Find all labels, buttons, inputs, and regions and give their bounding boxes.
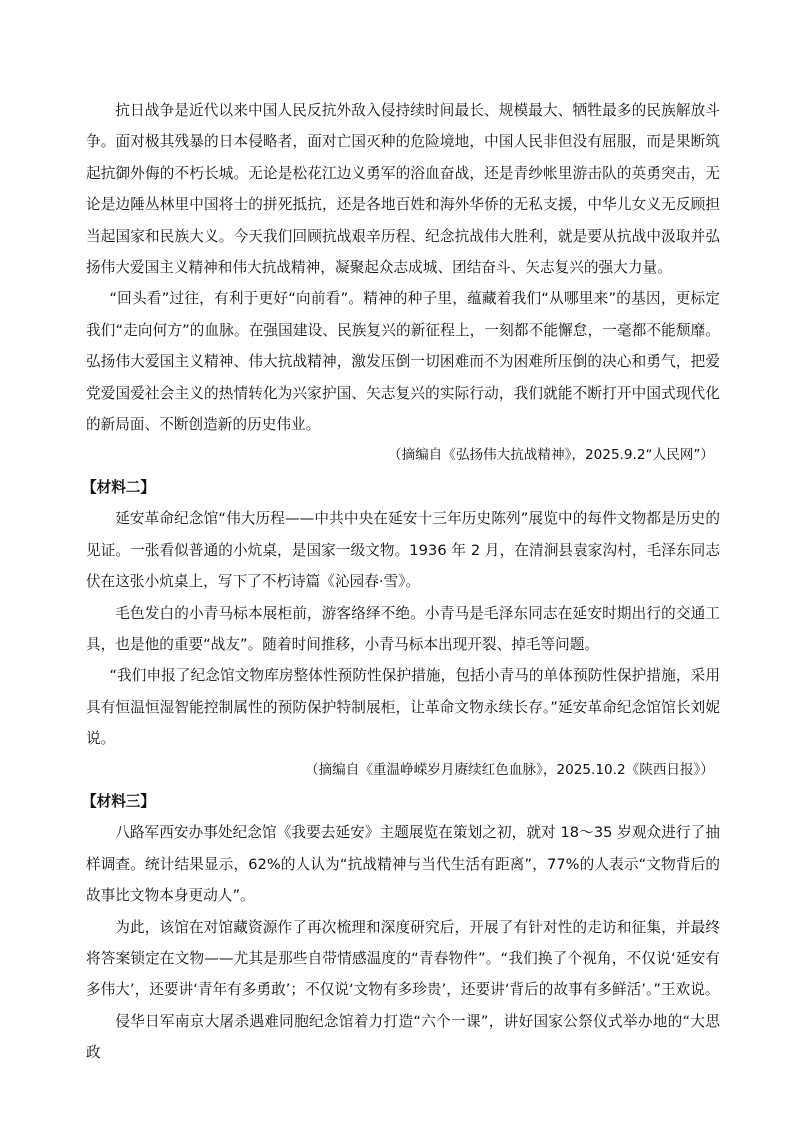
material-three-paragraph-1: 八路军西安办事处纪念馆《我要去延安》主题展览在策划之初，就对 18～35 岁观众进行了抽样调查。统计结果显示，62%的人认为“抗战精神与当代生活有距离”，77%的人表示“文物背后的故事比文物本身更动人”。 <box>86 824 720 905</box>
material-one-paragraph-1: 抗日战争是近代以来中国人民反抗外敌入侵持续时间最长、规模最大、牺牲最多的民族解放斗争。面对极其残暴的日本侵略者，面对亡国灭种的危险境地，中国人民非但没有屈服，而是果断筑起抗御外侮的不朽长城。无论是松花江边义勇军的浴血奋战，还是青纱帐里游击队的英勇突击，无论是边陲丛林里中国将士的拼死抵抗，还是各地百姓和海外华侨的无私支援，中华儿女义无反顾担当起国家和民族大义。今天我们回顾抗战艰辛历程、纪念抗战伟大胜利，就是要从抗战中汲取并弘扬伟大爱国主义精神和伟大抗战精神，凝聚起众志成城、团结奋斗、矢志复兴的强大力量。 <box>86 102 720 277</box>
material-two-source: （摘编自《重温峥嵘岁月赓续红色血脉》，2025.10.2《陕西日报》） <box>304 761 714 778</box>
material-two-paragraph-1: 延安革命纪念馆“伟大历程——中共中央在延安十三年历史陈列”展览中的每件文物都是历史的见证。一张看似普通的小炕桌，是国家一级文物。1936 年 2 月，在清涧县袁家沟村，毛泽东同志伏在这张小炕桌上，写下了不朽诗篇《沁园春·雪》。 <box>86 510 720 591</box>
material-three-paragraph-3: 侵华日军南京大屠杀遇难同胞纪念馆着力打造“六个一课”，讲好国家公祭仪式举办地的“大思政 <box>86 1012 720 1062</box>
material-two-paragraph-3: “我们申报了纪念馆文物库房整体性预防性保护措施，包括小青马的单体预防性保护措施，采用具有恒温恒湿智能控制属性的预防保护特制展柜，让革命文物永续长存。”延安革命纪念馆馆长刘妮说。 <box>86 667 720 748</box>
material-two-paragraph-2: 毛色发白的小青马标本展柜前，游客络绎不绝。小青马是毛泽东同志在延安时期出行的交通工具，也是他的重要“战友”。随着时间推移，小青马标本出现开裂、掉毛等问题。 <box>86 604 720 653</box>
material-three-heading: 【材料三】 <box>82 792 155 810</box>
material-three-paragraph-2: 为此，该馆在对馆藏资源作了再次梳理和深度研究后，开展了有针对性的走访和征集，并最终将答案锁定在文物——尤其是那些自带情感温度的“青春物件”。“我们换了个视角，不仅说‘延安有多伟大’，还要讲‘青年有多勇敢’；不仅说‘文物有多珍贵’，还要讲‘背后的故事有多鲜活’。”王欢说。 <box>86 918 720 999</box>
material-one-source: （摘编自《弘扬伟大抗战精神》，2025.9.2“人民网”） <box>387 447 714 464</box>
document-page <box>82 95 720 1069</box>
material-one-paragraph-2: “回头看”过往，有利于更好“向前看”。精神的种子里，蕴藏着我们“从哪里来”的基因，更标定我们“走向何方”的血脉。在强国建设、民族复兴的新征程上，一刻都不能懈怠，一毫都不能颓靡。弘扬伟大爱国主义精神、伟大抗战精神，激发压倒一切困难而不为困难所压倒的决心和勇气，把爱党爱国爱社会主义的热情转化为兴家护国、矢志复兴的实际行动，我们就能不断打开中国式现代化的新局面、不断创造新的历史伟业。 <box>86 290 720 434</box>
material-two-heading: 【材料二】 <box>82 478 155 496</box>
